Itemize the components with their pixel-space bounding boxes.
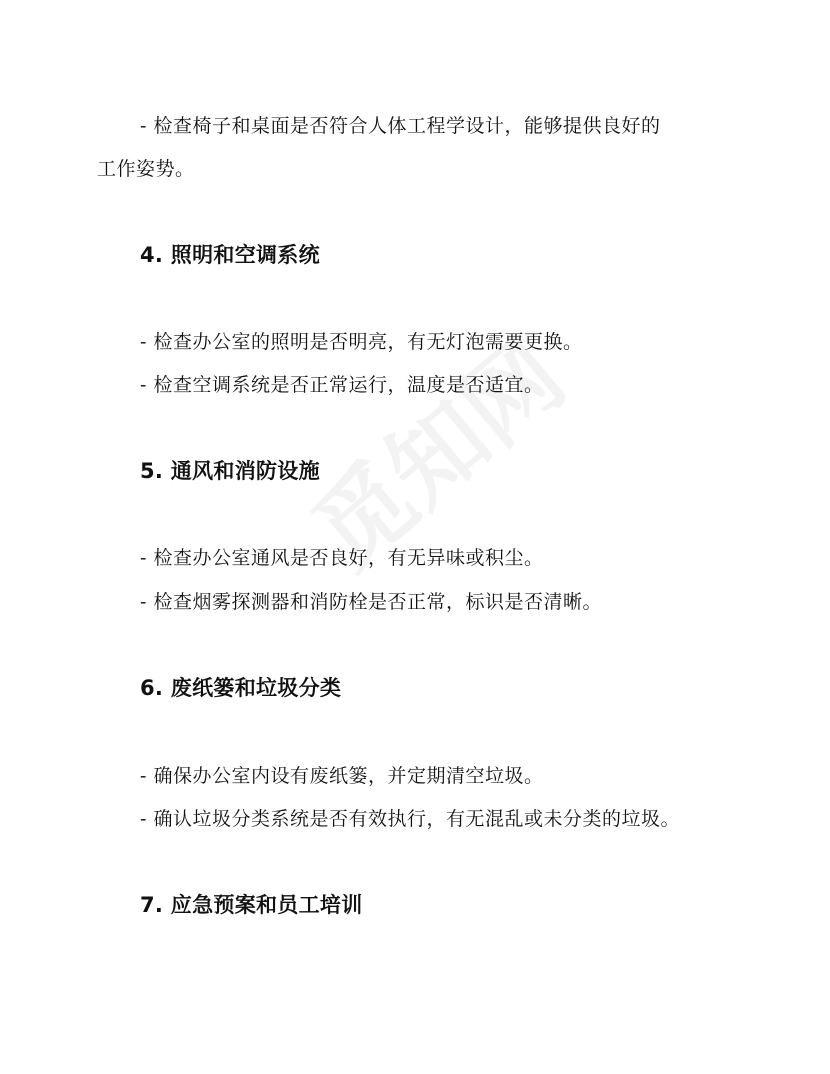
ac-check-item: - 检查空调系统是否正常运行，温度是否适宜。	[140, 374, 544, 396]
fire-safety-check-item: - 检查烟雾探测器和消防栓是否正常，标识是否清晰。	[140, 591, 602, 613]
waste-bin-item: - 确保办公室内设有废纸篓，并定期清空垃圾。	[140, 765, 544, 787]
lighting-check-item: - 检查办公室的照明是否明亮，有无灯泡需要更换。	[140, 331, 583, 353]
section-heading-lighting-ac: 4. 照明和空调系统	[140, 243, 320, 267]
section-heading-emergency-training: 7. 应急预案和员工培训	[140, 893, 363, 917]
chair-desk-check-line-1: - 检查椅子和桌面是否符合人体工程学设计，能够提供良好的	[140, 115, 661, 137]
ventilation-check-item: - 检查办公室通风是否良好，有无异味或积尘。	[140, 547, 544, 569]
waste-sorting-item: - 确认垃圾分类系统是否有效执行，有无混乱或未分类的垃圾。	[140, 808, 680, 830]
chair-desk-check-line-2: 工作姿势。	[97, 158, 195, 180]
section-heading-waste: 6. 废纸篓和垃圾分类	[140, 676, 342, 700]
section-heading-ventilation-fire: 5. 通风和消防设施	[140, 459, 320, 483]
